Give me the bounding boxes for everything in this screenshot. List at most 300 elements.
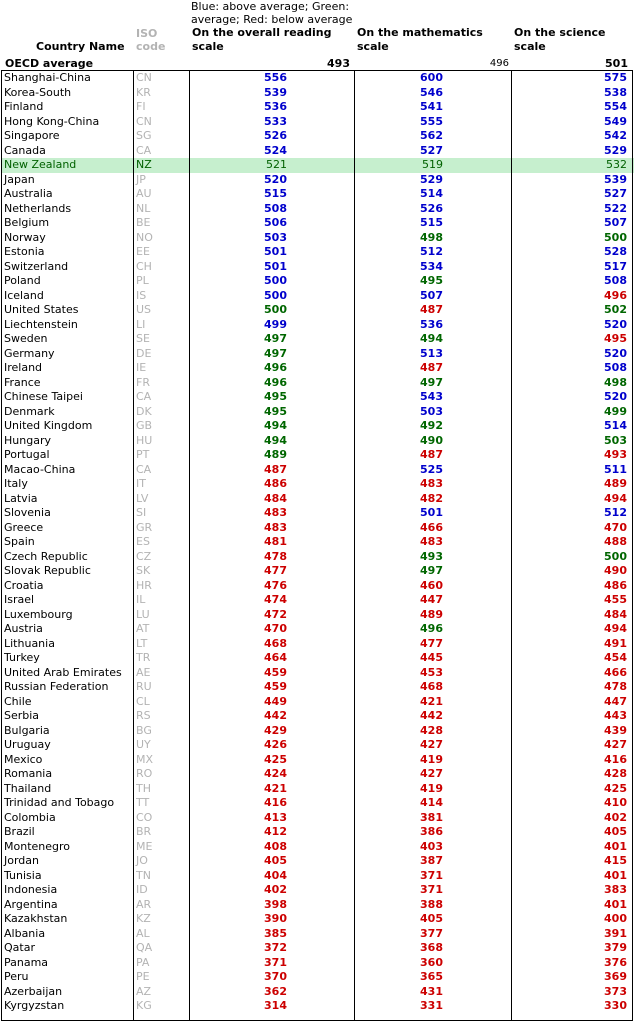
- reading-score: 429: [264, 723, 287, 737]
- table-row: [1, 999, 634, 1014]
- science-score: 493: [604, 448, 627, 461]
- iso-code: TR: [136, 651, 151, 664]
- reading-score: 477: [264, 564, 287, 577]
- reading-score: 478: [264, 549, 287, 563]
- table-row: [1, 840, 634, 855]
- reading-score: 408: [264, 839, 287, 853]
- science-score: 554: [604, 100, 627, 113]
- science-score: 425: [604, 781, 627, 795]
- iso-code: PT: [136, 448, 150, 461]
- iso-code: LU: [136, 607, 150, 621]
- math-score: 453: [420, 665, 443, 679]
- math-score: 514: [420, 187, 443, 200]
- country-name: Latvia: [4, 491, 38, 505]
- math-score: 503: [420, 404, 443, 418]
- table-row: [1, 376, 634, 391]
- iso-code: LI: [136, 317, 146, 331]
- math-score: 386: [420, 825, 443, 838]
- table-row: [1, 912, 634, 927]
- iso-code: KG: [136, 999, 152, 1012]
- science-score: 454: [604, 651, 627, 664]
- table-divider-science: [511, 71, 512, 1021]
- science-score: 443: [604, 709, 627, 722]
- reading-score: 402: [264, 883, 287, 896]
- math-score: 526: [420, 201, 443, 215]
- table-divider-reading: [189, 71, 190, 1021]
- table-row: [1, 332, 634, 347]
- country-name: Shanghai-China: [4, 71, 91, 84]
- table-row: [1, 231, 634, 246]
- country-name: Bulgaria: [4, 723, 50, 737]
- science-score: 455: [604, 593, 627, 606]
- country-name: Sweden: [4, 332, 48, 345]
- table-row: [1, 666, 634, 681]
- science-score: 514: [604, 419, 627, 432]
- table-row: [1, 956, 634, 971]
- iso-code: EE: [136, 245, 150, 258]
- science-score: 539: [604, 172, 627, 186]
- math-score: 497: [420, 564, 443, 577]
- country-name: Hong Kong-China: [4, 114, 100, 128]
- iso-code: AL: [136, 926, 150, 940]
- math-score: 381: [420, 810, 443, 824]
- table-row: [1, 883, 634, 898]
- iso-code: CH: [136, 259, 152, 273]
- table-row: [1, 796, 634, 811]
- oecd-math: 496: [489, 58, 509, 69]
- science-score: 508: [604, 274, 627, 287]
- iso-code: US: [136, 303, 152, 316]
- math-score: 513: [420, 346, 443, 360]
- header-iso-code: ISO code: [136, 27, 166, 53]
- reading-score: 371: [264, 955, 287, 969]
- table-row: [1, 825, 634, 840]
- iso-code: DE: [136, 346, 152, 360]
- reading-score: 421: [264, 781, 287, 795]
- science-score: 494: [604, 491, 627, 505]
- math-score: 388: [420, 897, 443, 911]
- science-score: 498: [604, 375, 627, 389]
- science-score: 549: [604, 114, 627, 128]
- iso-code: AZ: [136, 984, 152, 998]
- math-score: 487: [420, 448, 443, 461]
- reading-score: 494: [264, 433, 287, 447]
- math-score: 493: [420, 549, 443, 563]
- country-name: Montenegro: [4, 839, 71, 853]
- country-name: Panama: [4, 955, 49, 969]
- country-name: Poland: [4, 274, 41, 287]
- science-score: 494: [604, 622, 627, 635]
- iso-code: SK: [136, 564, 151, 577]
- math-score: 600: [420, 71, 443, 84]
- iso-code: GB: [136, 419, 153, 432]
- science-score: 508: [604, 361, 627, 374]
- iso-code: KZ: [136, 912, 151, 925]
- country-name: Slovenia: [4, 506, 51, 519]
- science-score: 517: [604, 259, 627, 273]
- math-score: 403: [420, 839, 443, 853]
- country-name: United Arab Emirates: [4, 665, 122, 679]
- country-name: Tunisia: [4, 868, 42, 882]
- table-row: [1, 680, 634, 695]
- iso-code: LT: [136, 636, 148, 650]
- reading-score: 472: [264, 607, 287, 621]
- reading-score: 398: [264, 897, 287, 911]
- reading-score: 486: [264, 477, 287, 490]
- table-row: [1, 651, 634, 666]
- country-name: Greece: [4, 520, 44, 534]
- country-name: Jordan: [4, 854, 39, 867]
- reading-score: 424: [264, 767, 287, 780]
- reading-score: 404: [264, 868, 287, 882]
- science-score: 439: [604, 723, 627, 737]
- reading-score: 539: [264, 85, 287, 99]
- country-name: Azerbaijan: [4, 984, 63, 998]
- country-name: Qatar: [4, 941, 35, 954]
- science-score: 401: [604, 897, 627, 911]
- reading-score: 508: [264, 201, 287, 215]
- math-score: 483: [420, 477, 443, 490]
- country-name: Albania: [4, 926, 46, 940]
- country-name: Czech Republic: [4, 549, 88, 563]
- table-row: [1, 608, 634, 623]
- country-name: Estonia: [4, 245, 45, 258]
- table-row: [1, 434, 634, 449]
- science-score: 520: [604, 390, 627, 403]
- reading-score: 314: [264, 999, 287, 1012]
- reading-score: 370: [264, 970, 287, 983]
- science-score: 410: [604, 796, 627, 809]
- math-score: 501: [420, 506, 443, 519]
- science-score: 478: [604, 680, 627, 693]
- country-name: Romania: [4, 767, 53, 780]
- country-name: Liechtenstein: [4, 317, 78, 331]
- iso-code: BE: [136, 216, 151, 229]
- country-name: Austria: [4, 622, 43, 635]
- iso-code: TH: [136, 781, 151, 795]
- country-name: Russian Federation: [4, 680, 109, 693]
- iso-code: CN: [136, 114, 152, 128]
- table-divider-iso: [133, 71, 134, 1021]
- science-score: 500: [604, 230, 627, 244]
- header-country-name: Country Name: [36, 40, 125, 53]
- table-border-left: [1, 71, 2, 1021]
- iso-code: GR: [136, 520, 153, 534]
- science-score: 428: [604, 767, 627, 780]
- iso-code: TT: [136, 796, 150, 809]
- country-name: Kyrgyzstan: [4, 999, 65, 1012]
- math-score: 431: [420, 984, 443, 998]
- math-score: 447: [420, 593, 443, 606]
- reading-score: 385: [264, 926, 287, 940]
- reading-score: 497: [264, 346, 287, 360]
- table-row: [1, 622, 634, 637]
- math-score: 331: [420, 999, 443, 1012]
- table-divider-math: [354, 71, 355, 1021]
- science-score: 527: [604, 187, 627, 200]
- science-score: 373: [604, 984, 627, 998]
- math-score: 543: [420, 390, 443, 403]
- table-row: [1, 390, 634, 405]
- math-score: 546: [420, 85, 443, 99]
- reading-score: 476: [264, 578, 287, 592]
- science-score: 379: [604, 941, 627, 954]
- science-score: 401: [604, 839, 627, 853]
- country-name: United States: [4, 303, 79, 316]
- reading-score: 413: [264, 810, 287, 824]
- iso-code: AT: [136, 622, 150, 635]
- country-name: United Kingdom: [4, 419, 93, 432]
- country-table: [1, 71, 634, 1014]
- country-name: Kazakhstan: [4, 912, 68, 925]
- table-row: [1, 202, 634, 217]
- table-row: [1, 274, 634, 289]
- table-row: [1, 521, 634, 536]
- math-score: 541: [420, 100, 443, 113]
- science-score: 529: [604, 143, 627, 157]
- reading-score: 501: [264, 259, 287, 273]
- science-score: 495: [604, 332, 627, 345]
- country-name: Germany: [4, 346, 55, 360]
- iso-code: ID: [136, 883, 148, 896]
- science-score: 522: [604, 201, 627, 215]
- math-score: 365: [420, 970, 443, 983]
- iso-code: PE: [136, 970, 150, 983]
- table-row: [1, 158, 634, 173]
- math-score: 495: [420, 274, 443, 287]
- country-name: Japan: [4, 172, 35, 186]
- math-score: 492: [420, 419, 443, 432]
- iso-code: NL: [136, 201, 151, 215]
- math-score: 483: [420, 535, 443, 548]
- math-score: 507: [420, 288, 443, 302]
- science-score: 369: [604, 970, 627, 983]
- country-name: Indonesia: [4, 883, 58, 896]
- reading-score: 449: [264, 694, 287, 708]
- country-name: Trinidad and Tobago: [4, 796, 115, 809]
- math-score: 487: [420, 361, 443, 374]
- table-row: [1, 637, 634, 652]
- table-row: [1, 216, 634, 231]
- country-name: Singapore: [4, 129, 60, 142]
- iso-code: PL: [136, 274, 149, 287]
- country-name: Brazil: [4, 825, 35, 838]
- math-score: 489: [420, 607, 443, 621]
- iso-code: KR: [136, 85, 151, 99]
- country-name: Switzerland: [4, 259, 69, 273]
- table-row: [1, 985, 634, 1000]
- reading-score: 426: [264, 738, 287, 751]
- reading-score: 483: [264, 520, 287, 534]
- reading-score: 524: [264, 143, 287, 157]
- science-score: 470: [604, 520, 627, 534]
- table-row: [1, 767, 634, 782]
- table-row: [1, 463, 634, 478]
- table-row: [1, 564, 634, 579]
- table-row: [1, 970, 634, 985]
- country-name: Hungary: [4, 433, 51, 447]
- math-score: 512: [420, 245, 443, 258]
- science-score: 489: [604, 477, 627, 490]
- country-name: Thailand: [4, 781, 52, 795]
- math-score: 515: [420, 216, 443, 229]
- science-score: 402: [604, 810, 627, 824]
- country-name: Belgium: [4, 216, 50, 229]
- math-score: 519: [422, 158, 443, 171]
- oecd-label: OECD average: [5, 57, 94, 70]
- iso-code: CN: [136, 71, 152, 84]
- science-score: 466: [604, 665, 627, 679]
- reading-score: 470: [264, 622, 287, 635]
- reading-score: 506: [264, 216, 287, 229]
- iso-code: JP: [136, 172, 146, 186]
- table-row: [1, 187, 634, 202]
- reading-score: 495: [264, 390, 287, 403]
- country-name: Spain: [4, 535, 35, 548]
- country-name: Croatia: [4, 578, 44, 592]
- iso-code: ES: [136, 535, 150, 548]
- reading-score: 474: [264, 593, 287, 606]
- country-name: Finland: [4, 100, 44, 113]
- science-score: 488: [604, 535, 627, 548]
- math-score: 498: [420, 230, 443, 244]
- science-score: 520: [604, 317, 627, 331]
- iso-code: CA: [136, 143, 152, 157]
- reading-score: 500: [264, 274, 287, 287]
- table-row: [1, 289, 634, 304]
- table-row: [1, 753, 634, 768]
- iso-code: AU: [136, 187, 152, 200]
- science-score: 575: [604, 71, 627, 84]
- science-score: 415: [604, 854, 627, 867]
- science-score: 416: [604, 752, 627, 766]
- table-row: [1, 448, 634, 463]
- math-score: 371: [420, 883, 443, 896]
- iso-code: SI: [136, 506, 147, 519]
- oecd-average-row: [0, 57, 634, 71]
- math-score: 421: [420, 694, 443, 708]
- country-name: Chinese Taipei: [4, 390, 83, 403]
- iso-code: HR: [136, 578, 152, 592]
- table-row: [1, 941, 634, 956]
- science-score: 532: [606, 158, 627, 171]
- iso-code: NZ: [136, 158, 152, 171]
- country-name: Peru: [4, 970, 29, 983]
- science-score: 405: [604, 825, 627, 838]
- math-score: 405: [420, 912, 443, 925]
- iso-code: BG: [136, 723, 152, 737]
- country-name: Chile: [4, 694, 32, 708]
- math-score: 525: [420, 462, 443, 476]
- math-score: 387: [420, 854, 443, 867]
- science-score: 427: [604, 738, 627, 751]
- country-name: New Zealand: [4, 158, 77, 171]
- reading-score: 500: [264, 303, 287, 316]
- header-math: On the mathematics scale: [357, 26, 483, 53]
- math-score: 360: [420, 955, 443, 969]
- table-row: [1, 173, 634, 188]
- table-row: [1, 419, 634, 434]
- country-name: Uruguay: [4, 738, 51, 751]
- science-score: 400: [604, 912, 627, 925]
- iso-code: BR: [136, 825, 152, 838]
- reading-score: 416: [264, 796, 287, 809]
- reading-score: 459: [264, 680, 287, 693]
- table-row: [1, 303, 634, 318]
- iso-code: MX: [136, 752, 154, 766]
- iso-code: IS: [136, 288, 147, 302]
- math-score: 534: [420, 259, 443, 273]
- country-name: Lithuania: [4, 636, 55, 650]
- header-reading: On the overall reading scale: [192, 26, 332, 53]
- science-score: 507: [604, 216, 627, 229]
- country-name: Turkey: [4, 651, 40, 664]
- reading-score: 484: [264, 491, 287, 505]
- reading-score: 521: [266, 158, 287, 171]
- iso-code: FI: [136, 100, 146, 113]
- table-row: [1, 738, 634, 753]
- iso-code: JO: [136, 854, 148, 867]
- iso-code: CL: [136, 694, 150, 708]
- table-row: [1, 361, 634, 376]
- math-score: 419: [420, 752, 443, 766]
- science-score: 391: [604, 926, 627, 940]
- reading-score: 556: [264, 71, 287, 84]
- science-score: 512: [604, 506, 627, 519]
- reading-score: 515: [264, 187, 287, 200]
- math-score: 490: [420, 433, 443, 447]
- table-row: [1, 100, 634, 115]
- table-row: [1, 477, 634, 492]
- science-score: 542: [604, 129, 627, 142]
- science-score: 401: [604, 868, 627, 882]
- table-row: [1, 550, 634, 565]
- math-score: 487: [420, 303, 443, 316]
- country-name: Iceland: [4, 288, 44, 302]
- science-score: 490: [604, 564, 627, 577]
- science-score: 528: [604, 245, 627, 258]
- table-row: [1, 245, 634, 260]
- table-row: [1, 535, 634, 550]
- table-row: [1, 869, 634, 884]
- table-border-right: [632, 71, 633, 1021]
- science-score: 503: [604, 433, 627, 447]
- iso-code: QA: [136, 941, 153, 954]
- header-science: On the science scale: [514, 26, 606, 53]
- table-row: [1, 898, 634, 913]
- iso-code: RU: [136, 680, 152, 693]
- iso-code: PA: [136, 955, 150, 969]
- math-score: 496: [420, 622, 443, 635]
- iso-code: FR: [136, 375, 150, 389]
- iso-code: CA: [136, 462, 152, 476]
- table-row: [1, 506, 634, 521]
- country-name: Netherlands: [4, 201, 72, 215]
- reading-score: 390: [264, 912, 287, 925]
- iso-code: ME: [136, 839, 153, 853]
- reading-score: 496: [264, 375, 287, 389]
- iso-code: CZ: [136, 549, 152, 563]
- country-name: Norway: [4, 230, 46, 244]
- table-row: [1, 927, 634, 942]
- table-row: [1, 782, 634, 797]
- reading-score: 412: [264, 825, 287, 838]
- table-row: [1, 695, 634, 710]
- science-score: 502: [604, 303, 627, 316]
- math-score: 497: [420, 375, 443, 389]
- table-row: [1, 854, 634, 869]
- reading-score: 481: [264, 535, 287, 548]
